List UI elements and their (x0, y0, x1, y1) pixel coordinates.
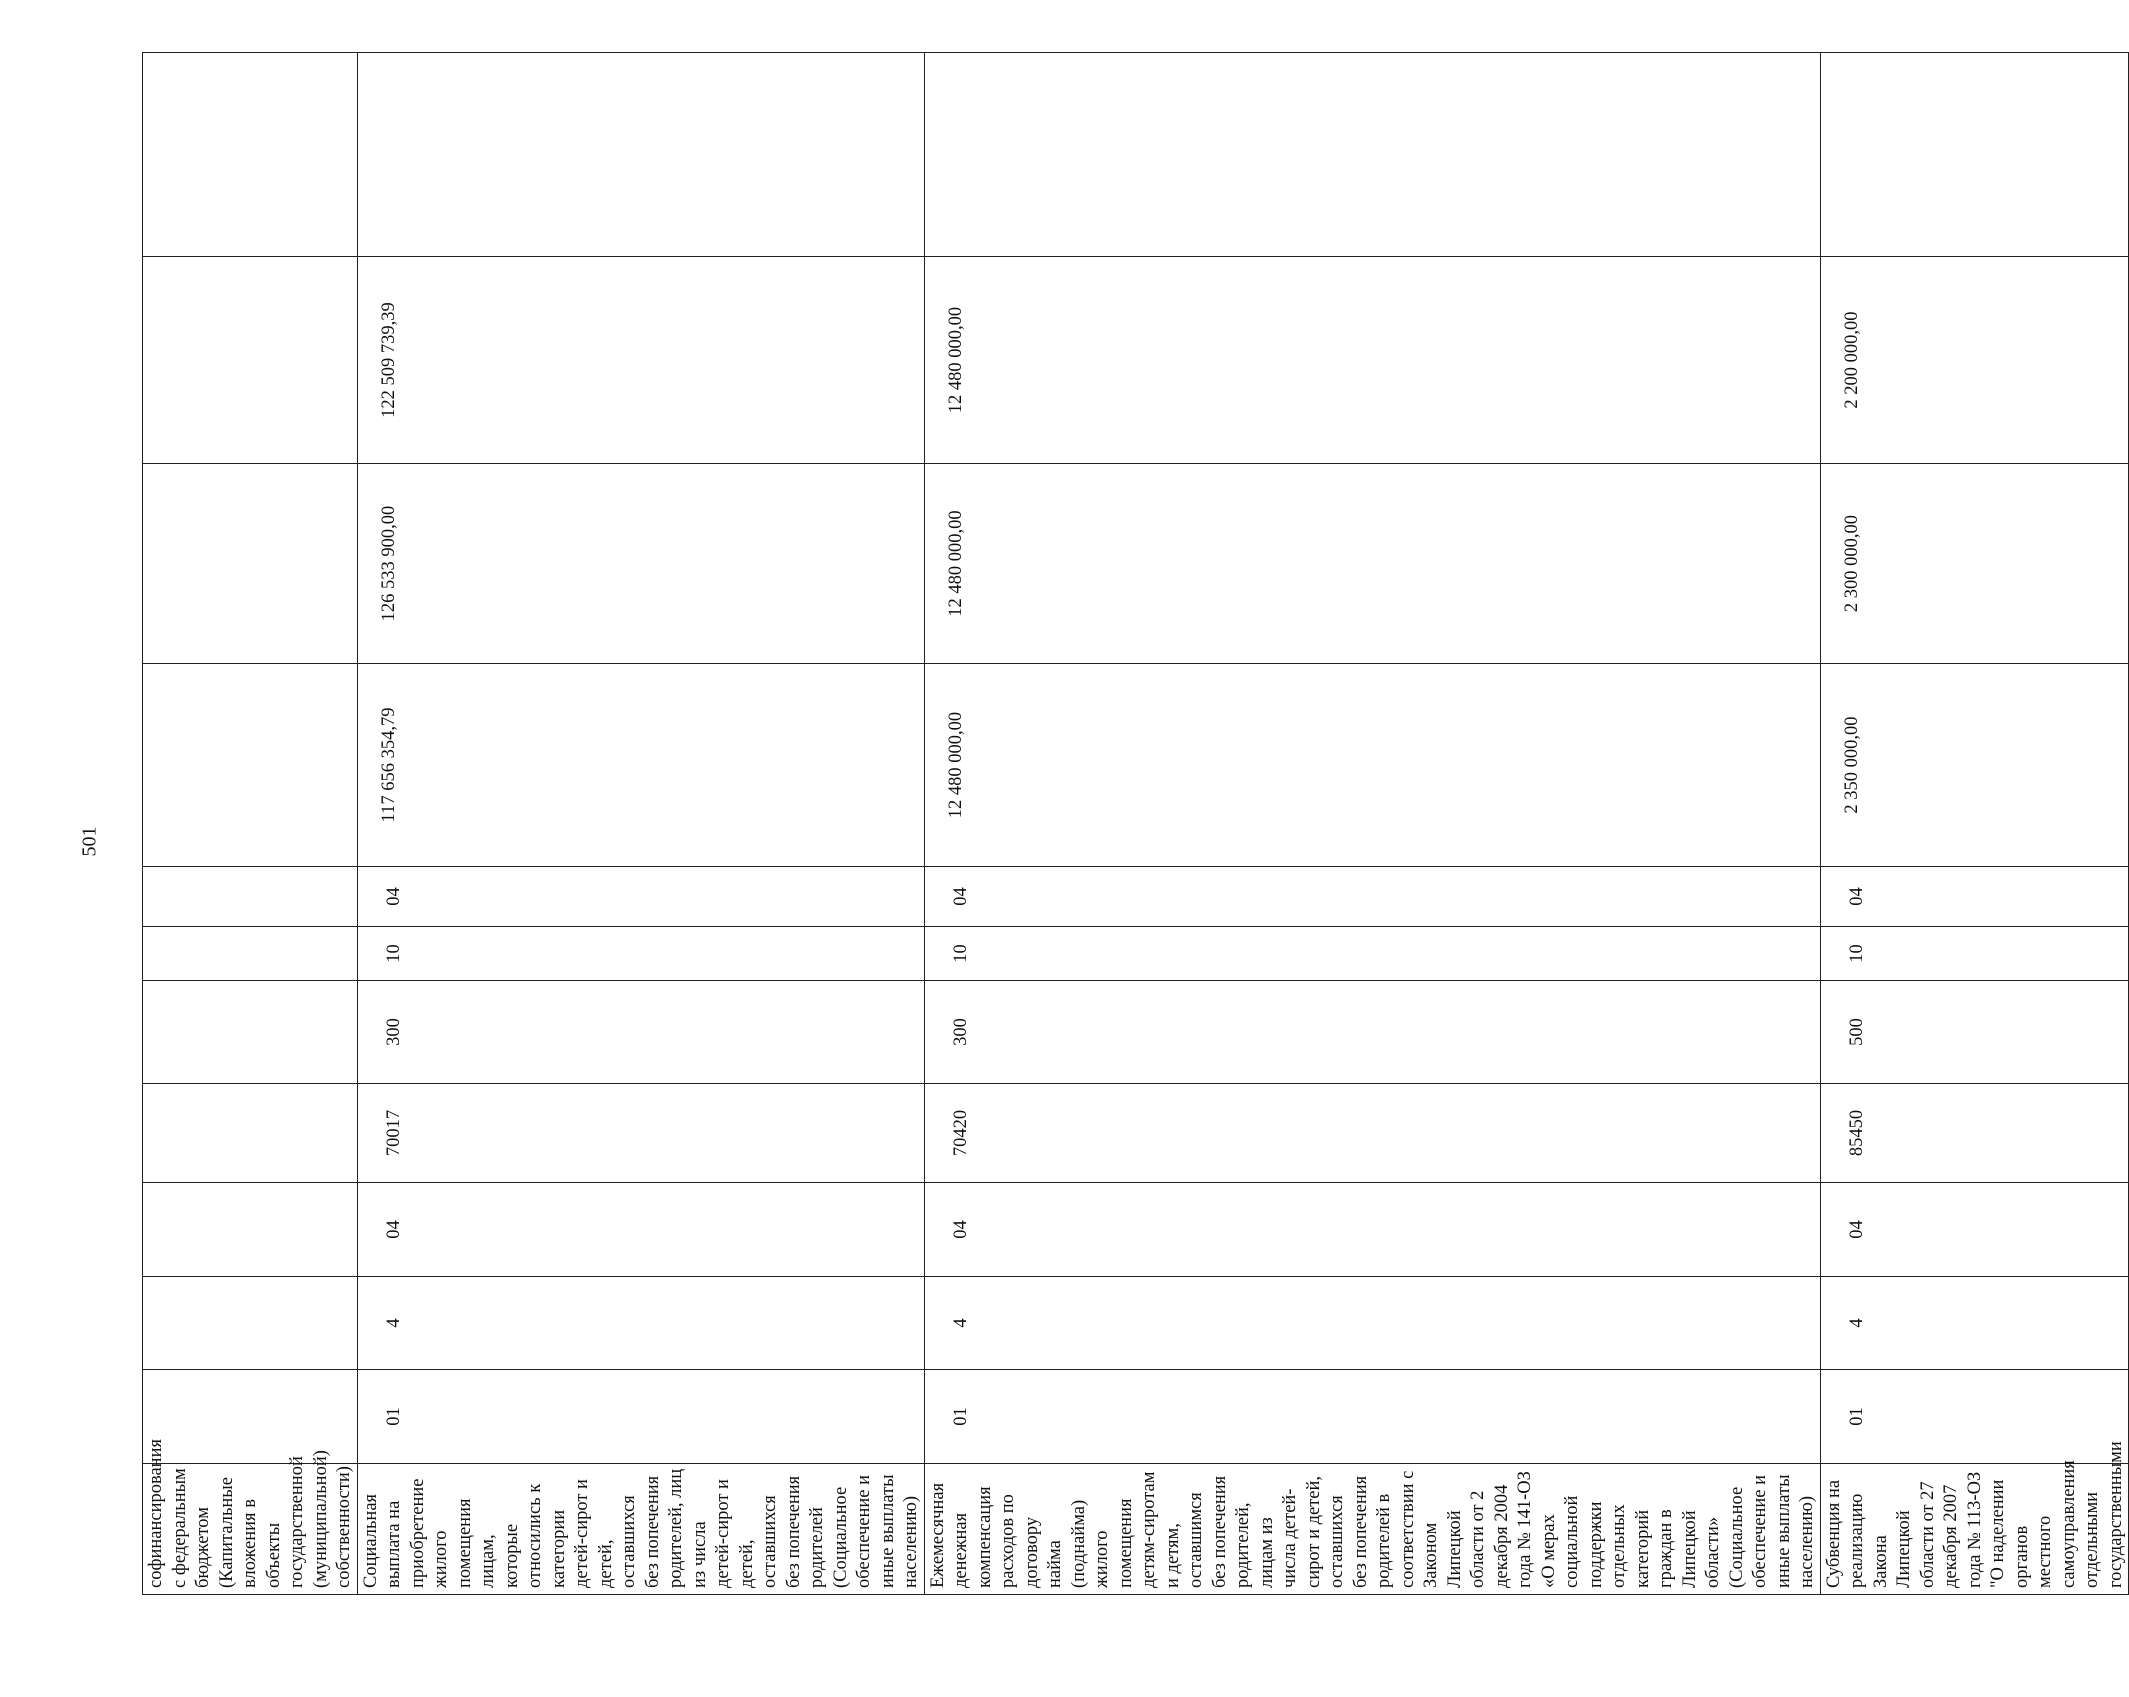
table-row (1820, 53, 2129, 1595)
cell-empty (924, 53, 1820, 257)
cell-target (143, 1084, 358, 1183)
row-description: софинансирования с федеральным бюджетом (Капитальные вложения в объекты государственной (муниципальной) собственности) (143, 1464, 358, 1595)
cell-ppr: 04 (357, 1183, 924, 1277)
cell-target: 70420 (924, 1084, 1820, 1183)
cell-empty (1820, 53, 2129, 257)
cell-ppr (143, 1183, 358, 1277)
cell-amount-3: 12 480 000,00 (924, 257, 1820, 464)
cell-amount-1: 2 350 000,00 (1820, 664, 2129, 867)
cell-razdel: 10 (924, 927, 1820, 981)
budget-table (142, 52, 2129, 1595)
cell-amount-3 (143, 257, 358, 464)
cell-podrazdel: 04 (1820, 867, 2129, 927)
cell-ppr: 04 (1820, 1183, 2129, 1277)
cell-amount-2: 12 480 000,00 (924, 464, 1820, 664)
cell-razdel (143, 927, 358, 981)
cell-target: 85450 (1820, 1084, 2129, 1183)
cell-amount-2: 126 533 900,00 (357, 464, 924, 664)
cell-podrazdel: 04 (357, 867, 924, 927)
cell-vr: 500 (1820, 981, 2129, 1084)
cell-gr: 01 (1820, 1370, 2129, 1464)
cell-pr: 4 (357, 1277, 924, 1370)
cell-amount-1: 117 656 354,79 (357, 664, 924, 867)
table-row (924, 53, 1820, 1595)
cell-target: 70017 (357, 1084, 924, 1183)
row-description: Субвенция на реализацию Закона Липецкой области от 27 декабря 2007 года № 113-ОЗ "О наделении органов местного самоуправления отдельными государственными (1820, 1464, 2129, 1595)
cell-amount-3: 2 200 000,00 (1820, 257, 2129, 464)
cell-razdel: 10 (357, 927, 924, 981)
cell-razdel: 10 (1820, 927, 2129, 981)
cell-ppr: 04 (924, 1183, 1820, 1277)
cell-vr: 300 (924, 981, 1820, 1084)
cell-gr: 01 (924, 1370, 1820, 1464)
cell-gr: 01 (357, 1370, 924, 1464)
cell-amount-3: 122 509 739,39 (357, 257, 924, 464)
row-description: Ежемесячная денежная компенсация расходов по договору найма (поднайма) жилого помещения детям-сиротам и детям, оставшимся без попечения родителей, лицам из числа детей-сирот и детей, оставшихся без попечения родителей в соответствии с Законом Липецкой области от 2 декабря 2004 года № 141-ОЗ «О мерах социальной поддержки отдельных категорий граждан в Липецкой области» (Социальное обеспечение и иные выплаты населению) (924, 1464, 1820, 1595)
row-description: Социальная выплата на приобретение жилого помещения лицам, которые относились к категории детей-сирот и детей, оставшихся без попечения родителей, лиц из числа детей-сирот и детей, оставшихся без попечения родителей (Социальное обеспечение и иные выплаты населению) (357, 1464, 924, 1595)
cell-empty (143, 53, 358, 257)
cell-pr (143, 1277, 358, 1370)
cell-vr: 300 (357, 981, 924, 1084)
cell-pr: 4 (924, 1277, 1820, 1370)
cell-pr: 4 (1820, 1277, 2129, 1370)
cell-amount-1: 12 480 000,00 (924, 664, 1820, 867)
cell-empty (357, 53, 924, 257)
page-number: 501 (78, 826, 101, 857)
table-row (143, 53, 358, 1595)
cell-amount-2 (143, 464, 358, 664)
cell-podrazdel: 04 (924, 867, 1820, 927)
table-row (357, 53, 924, 1595)
cell-vr (143, 981, 358, 1084)
cell-podrazdel (143, 867, 358, 927)
budget-table-container (142, 52, 2126, 1595)
cell-amount-1 (143, 664, 358, 867)
cell-amount-2: 2 300 000,00 (1820, 464, 2129, 664)
